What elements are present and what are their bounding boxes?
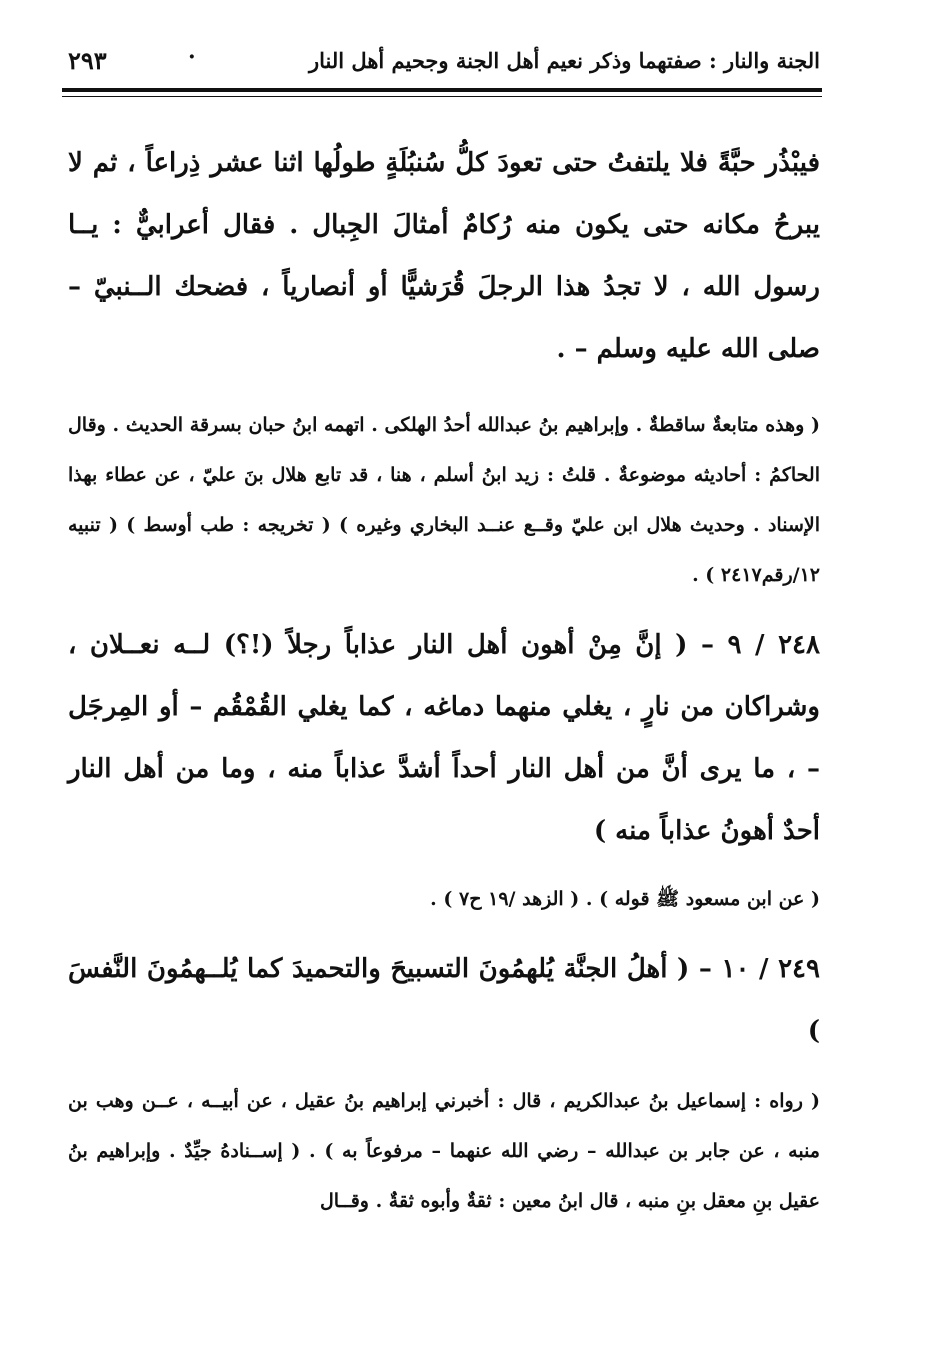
header-separator: · [188,44,196,70]
hadith-248-source: ( عن ابن مسعود ﷺ قوله ) . ( الزهد /١٩ ح٧ ) . [430,888,820,910]
running-title: الجنة والنار : صفتهما وذكر نعيم أهل الجنة وجحيم أهل النار [309,48,820,73]
page-number: ٢٩٣ [68,46,107,75]
commentary-paragraph: ( وهذه متابعةٌ ساقطةٌ . وإبراهيم بنُ عبدالله أحدُ الهلكى . اتهمه ابنُ حبان بسرقة الحديث . وقال الحاكمُ : أحاديثه موضوعةٌ . قلتُ : زيد ابنُ أسلم ، هنا ، قد تابع هلال بنَ عليّ ، عن عطاء بهذا الإسناد . وحديث هلال ابن عليّ وقــع عنــد البخاري وغيره ) ( تخريجه : طب أوسط ) ( تنبيه ١٢/رقم٢٤١٧ ) . [68,414,820,586]
header-rule-thin [62,96,822,97]
hadith-249-commentary: ( رواه : إسماعيل بنُ عبدالكريم ، قال : أخبرني إبراهيم بنُ عقيل ، عن أبيــه ، عــن وهب بن منبه ، عن جابر بن عبدالله – رضي الله عنهما – مرفوعاً به ) . ( إســنادهُ جيِّدٌ . وإبراهيم بنُ عقيل بنِ معقل بنِ منبه ، قال ابنُ معين : ثقةٌ وأبوه ثقةٌ . وقــال [68,1090,820,1212]
hadith-249: ٢٤٩ / ١٠ – ( أهلُ الجنَّة يُلهمُونَ التسبيحَ والتحميدَ كما يُلــهمُونَ النَّفسَ ) [68,954,820,1046]
page-header [60,40,820,82]
header-rule-thick [62,88,822,92]
page-body [68,132,820,1226]
hadith-248: ٢٤٨ / ٩ – ( إنَّ مِنْ أهون أهل النار عذاباً رجلاً (!؟) لــه نعــلان ، وشراكان من نارٍ ، يغلي منهما دماغه ، كما يغلي القُمْقُم – أو المِرجَل – ، ما يرى أنَّ من أهل النار أحداً أشدَّ عذاباً منه ، وما من أهل النار أحدٌ أهونُ عذاباً منه ) [68,630,820,846]
main-text-paragraph: فيبْذُر حبَّةً فلا يلتفتُ حتى تعودَ كلُّ سُنبُلَةٍ طولُها اثنا عشر ذِراعاً ، ثم لا يبرحُ مكانه حتى يكون منه رُكامٌ أمثالَ الجِبال . فقال أعرابيٌّ : يــا رسول الله ، لا تجدُ هذا الرجلَ قُرَشيًّا أو أنصارياً ، فضحك الــنبيّ – صلى الله عليه وسلم – . [68,148,820,364]
